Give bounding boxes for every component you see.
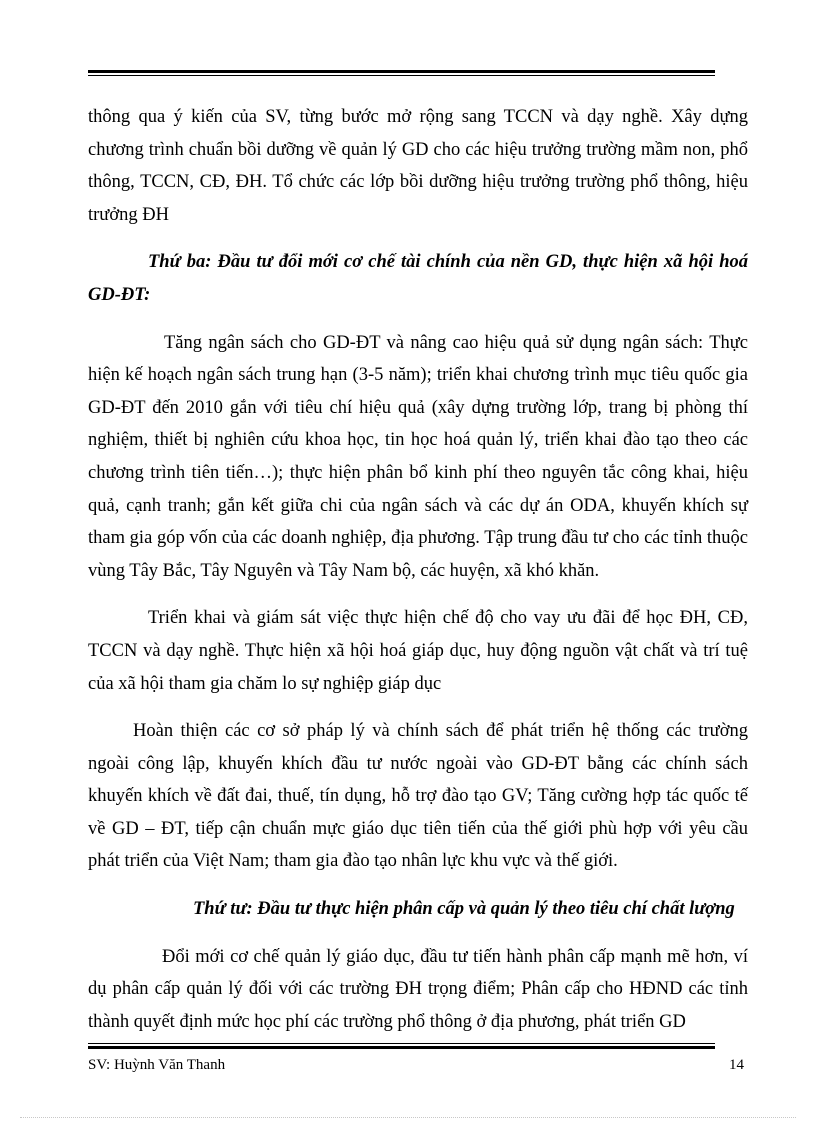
- paragraph-decentralization: Đổi mới cơ chế quản lý giáo dục, đầu tư tiến hành phân cấp mạnh mẽ hơn, ví dụ phân cấp quản lý đối với các trường ĐH trọng điểm; Phân cấp cho HĐND các tỉnh thành quyết định mức học phí các trường phổ thông ở địa phương, phát triển GD: [88, 946, 748, 1032]
- paragraph-legal: Hoàn thiện các cơ sở pháp lý và chính sách để phát triển hệ thống các trường ngoài công lập, khuyến khích đầu tư nước ngoài vào GD-ĐT bằng các chính sách khuyến khích về đất đai, thuế, tín dụng, hỗ trợ đào tạo GV; Tăng cường hợp tác quốc tế về GD – ĐT, tiếp cận chuẩn mực giáo dục tiên tiến của thế giới phù hợp với yêu cầu phát triển của Việt Nam; tham gia đào tạo nhân lực khu vực và thế giới.: [88, 721, 748, 872]
- paragraph-budget: Tăng ngân sách cho GD-ĐT và nâng cao hiệu quả sử dụng ngân sách: Thực hiện kế hoạch ngân sách trung hạn (3-5 năm); triển khai chương trình mục tiêu quốc gia GD-ĐT đến 2010 gắn với tiêu chí hiệu quả (xây dựng trường lớp, trang bị phòng thí nghiệm, thiết bị nghiên cứu khoa học, tin học hoá quản lý, triển khai đào tạo theo các chương trình tiên tiến…); thực hiện phân bổ kinh phí theo nguyên tắc công khai, hiệu quả, cạnh tranh; gắn kết giữa chi của ngân sách và các dự án ODA, khuyến khích sự tham gia góp vốn của các doanh nghiệp, địa phương. Tập trung đầu tư cho các tỉnh thuộc vùng Tây Bắc, Tây Nguyên và Tây Nam bộ, các huyện, xã khó khăn.: [88, 332, 748, 581]
- section-heading-thu-ba: Thứ ba: Đầu tư đổi mới cơ chế tài chính của nền GD, thực hiện xã hội hoá GD-ĐT:: [88, 252, 748, 305]
- footer-rule: [88, 1043, 715, 1044]
- page-number: 14: [729, 1057, 744, 1073]
- section-heading-thu-tu: Thứ tư: Đầu tư thực hiện phân cấp và quản lý theo tiêu chí chất lượng: [193, 899, 735, 920]
- footer-author: SV: Huỳnh Văn Thanh: [88, 1057, 226, 1073]
- paragraph-loans: Triển khai và giám sát việc thực hiện chế độ cho vay ưu đãi để học ĐH, CĐ, TCCN và dạy nghề. Thực hiện xã hội hoá giáp dục, huy động nguồn vật chất và trí tuệ của xã hội tham gia chăm lo sự nghiệp giáp dục: [88, 608, 748, 694]
- header-rule: [88, 70, 715, 73]
- paragraph-intro: thông qua ý kiến của SV, từng bước mở rộng sang TCCN và dạy nghề. Xây dựng chương trình chuẩn bồi dưỡng về quản lý GD cho các hiệu trưởng trường mầm non, phổ thông, TCCN, CĐ, ĐH. Tổ chức các lớp bồi dưỡng hiệu trưởng trường phổ thông, hiệu trưởng ĐH: [88, 107, 748, 225]
- document-body: [88, 101, 748, 1038]
- page-edge-divider: [20, 1117, 796, 1118]
